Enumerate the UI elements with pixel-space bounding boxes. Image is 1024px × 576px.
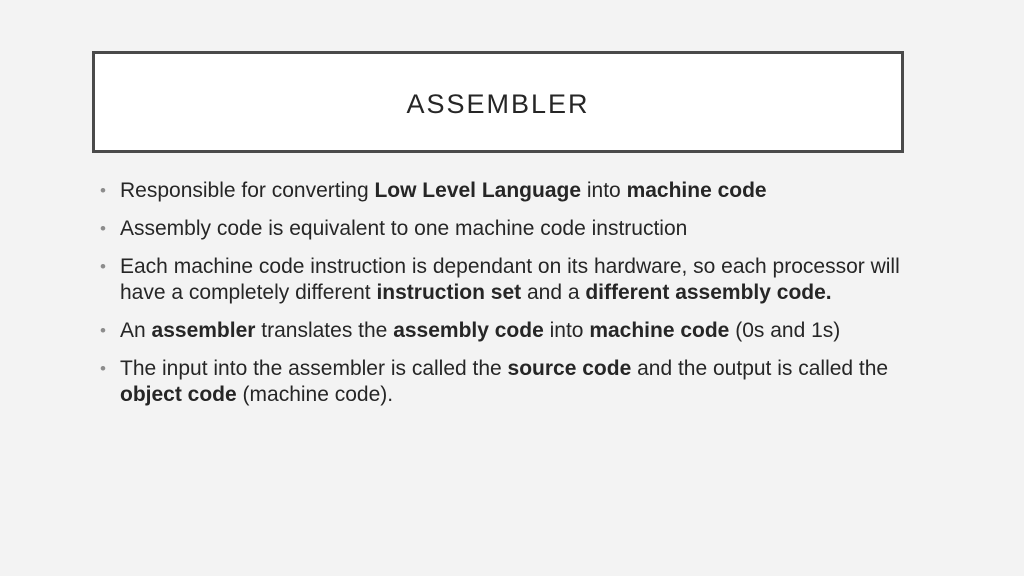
bullet-bold-term: Low Level Language xyxy=(374,179,582,202)
bullet-text-segment: into xyxy=(543,319,590,342)
slide-title: ASSEMBLER xyxy=(406,88,590,119)
bullet-text-segment: The input into the assembler is called the xyxy=(120,357,508,380)
bullet-text-segment: Assembly code is equivalent to one machine code instruction xyxy=(120,217,688,240)
bullet-text xyxy=(120,319,840,342)
bullet-item xyxy=(100,216,900,242)
bullet-text xyxy=(120,357,888,406)
bullet-text-segment: Responsible for converting xyxy=(120,179,375,202)
bullet-text-segment: translates the xyxy=(255,319,394,342)
bullet-item xyxy=(100,178,900,204)
bullet-bold-term: object code xyxy=(120,383,237,406)
bullet-text-segment: An xyxy=(120,319,152,342)
bullet-bold-term: machine code xyxy=(626,179,767,202)
bullet-list xyxy=(100,178,900,420)
bullet-text-segment: and a xyxy=(521,281,586,304)
bullet-marker: • xyxy=(100,181,106,200)
slide-title-box xyxy=(92,51,904,153)
bullet-text xyxy=(120,179,767,202)
bullet-item xyxy=(100,356,900,408)
bullet-marker: • xyxy=(100,359,106,378)
bullet-item xyxy=(100,318,900,344)
bullet-bold-term: assembly code xyxy=(393,319,544,342)
bullet-text-segment: into xyxy=(581,179,627,202)
bullet-bold-term: different assembly code. xyxy=(585,281,832,304)
bullet-text xyxy=(120,255,900,304)
bullet-text xyxy=(120,217,687,240)
bullet-text-segment: (0s and 1s) xyxy=(729,319,841,342)
bullet-marker: • xyxy=(100,321,106,340)
bullet-bold-term: machine code xyxy=(589,319,730,342)
bullet-bold-term: assembler xyxy=(151,319,256,342)
bullet-marker: • xyxy=(100,219,106,238)
bullet-bold-term: instruction set xyxy=(376,281,522,304)
bullet-marker: • xyxy=(100,257,106,276)
bullet-text-segment: (machine code). xyxy=(236,383,394,406)
bullet-bold-term: source code xyxy=(507,357,632,380)
bullet-text-segment: Each machine code instruction is dependant on its hardware, so each processor will have a completely different xyxy=(120,255,900,304)
bullet-item xyxy=(100,254,900,306)
bullet-text-segment: and the output is called the xyxy=(631,357,889,380)
